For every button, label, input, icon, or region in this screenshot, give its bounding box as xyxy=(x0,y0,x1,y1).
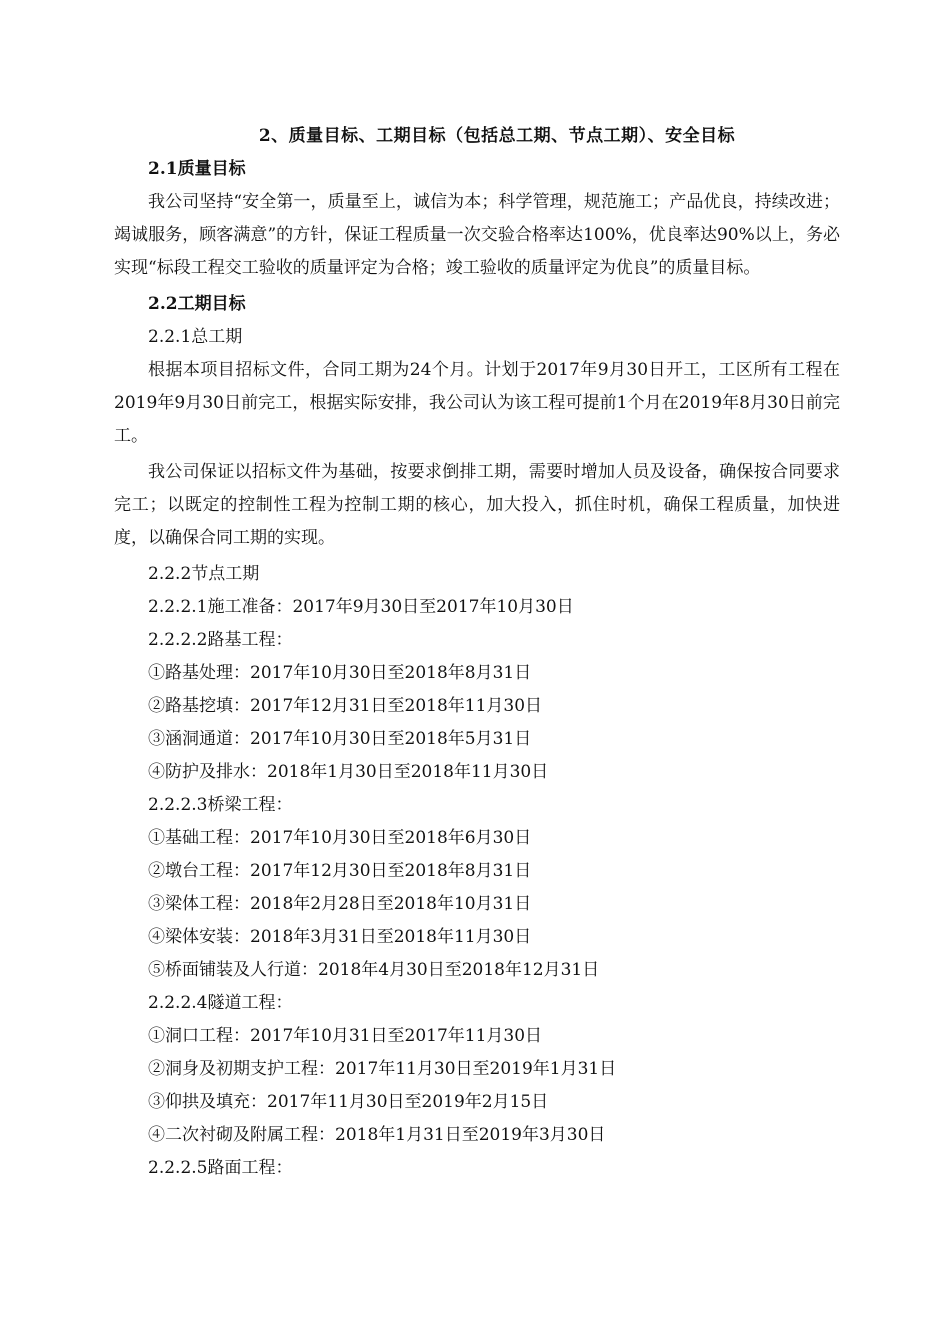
schedule-line: ③涵洞通道：2017年10月30日至2018年5月31日 xyxy=(148,729,532,749)
schedule-line: ②墩台工程：2017年12月30日至2018年8月31日 xyxy=(148,861,532,881)
schedule-line: ③仰拱及填充：2017年11月30日至2019年2月15日 xyxy=(148,1092,549,1112)
section-heading-quality: 2.1质量目标 xyxy=(148,159,246,179)
schedule-line: 2.2.2.1施工准备：2017年9月30日至2017年10月30日 xyxy=(148,597,574,617)
subsection-heading-node-period: 2.2.2节点工期 xyxy=(148,564,260,584)
schedule-line: ③梁体工程：2018年2月28日至2018年10月31日 xyxy=(148,894,532,914)
schedule-line: ①基础工程：2017年10月30日至2018年6月30日 xyxy=(148,828,532,848)
schedule-line: ④二次衬砌及附属工程：2018年1月31日至2019年3月30日 xyxy=(148,1125,606,1145)
section-heading-schedule: 2.2工期目标 xyxy=(148,294,246,314)
schedule-line: ⑤桥面铺装及人行道：2018年4月30日至2018年12月31日 xyxy=(148,960,600,980)
schedule-line: ①洞口工程：2017年10月31日至2017年11月30日 xyxy=(148,1026,543,1046)
schedule-line: ①路基处理：2017年10月30日至2018年8月31日 xyxy=(148,663,532,683)
document-page xyxy=(114,120,840,1185)
schedule-line: 2.2.2.2路基工程： xyxy=(148,630,293,650)
schedule-line: 2.2.2.4隧道工程： xyxy=(148,993,293,1013)
total-period-paragraph-1: 根据本项目招标文件，合同工期为24个月。计划于2017年9月30日开工，工区所有工程在2019年9月30日前完工，根据实际安排，我公司认为该工程可提前1个月在2019年8月30日前完工。 xyxy=(114,360,840,446)
schedule-line: 2.2.2.5路面工程： xyxy=(148,1158,293,1178)
subsection-heading-total-period: 2.2.1总工期 xyxy=(148,327,243,347)
schedule-line: 2.2.2.3桥梁工程： xyxy=(148,795,293,815)
schedule-line: ④防护及排水：2018年1月30日至2018年11月30日 xyxy=(148,762,549,782)
schedule-line: ②洞身及初期支护工程：2017年11月30日至2019年1月31日 xyxy=(148,1059,617,1079)
schedule-line: ④梁体安装：2018年3月31日至2018年11月30日 xyxy=(148,927,532,947)
document-title: 2、质量目标、工期目标（包括总工期、节点工期）、安全目标 xyxy=(258,126,736,146)
quality-paragraph: 我公司坚持“安全第一，质量至上，诚信为本；科学管理，规范施工；产品优良，持续改进；竭诚服务，顾客满意”的方针，保证工程质量一次交验合格率达100%，优良率达90%以上，务必实现“标段工程交工验收的质量评定为合格；竣工验收的质量评定为优良”的质量目标。 xyxy=(114,192,840,278)
schedule-line: ②路基挖填：2017年12月31日至2018年11月30日 xyxy=(148,696,543,716)
total-period-paragraph-2: 我公司保证以招标文件为基础，按要求倒排工期，需要时增加人员及设备，确保按合同要求完工；以既定的控制性工程为控制工期的核心，加大投入，抓住时机，确保工程质量，加快进度，以确保合同工期的实现。 xyxy=(114,462,840,548)
node-schedule-list xyxy=(114,591,840,1185)
